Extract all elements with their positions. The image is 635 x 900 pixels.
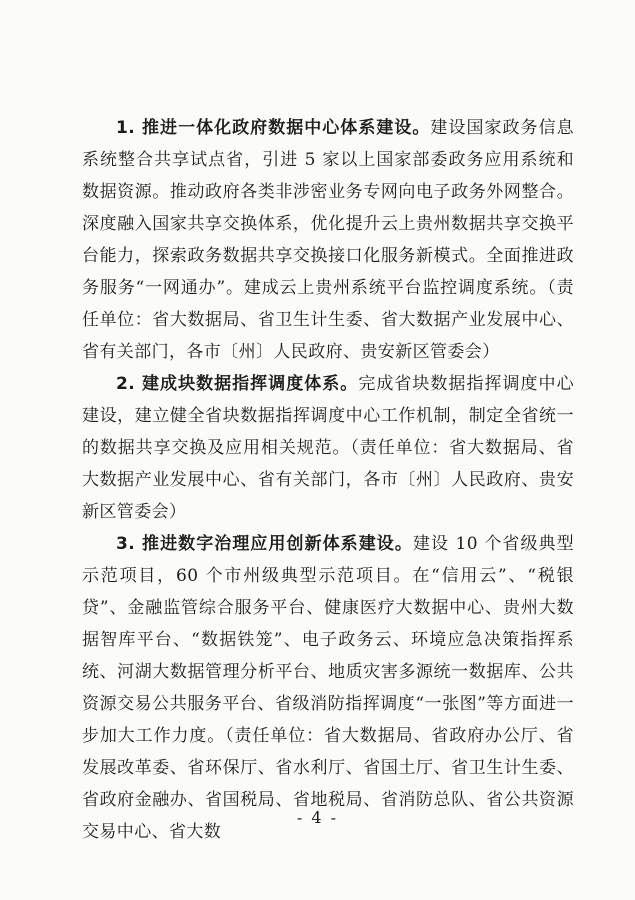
- paragraph-2-text: 完成省块数据指挥调度中心建设，建立健全省块数据指挥调度中心工作机制，制定全省统一的数据共享交换及应用相关规范。（责任单位：省大数据局、省大数据产业发展中心、省有关部门，各市〔州〕人民政府、贵安新区管委会）: [82, 374, 574, 522]
- paragraph-3-heading: 3. 推进数字治理应用创新体系建设。: [116, 534, 413, 554]
- paragraph-1-heading: 1. 推进一体化政府数据中心体系建设。: [116, 118, 431, 138]
- paragraph-1-text: 建设国家政务信息系统整合共享试点省，引进 5 家以上国家部委政务应用系统和数据资源。推动政府各类非涉密业务专网向电子政务外网整合。深度融入国家共享交换体系，优化提升云上贵州数据共享交换平台能力，探索政务数据共享交换接口化服务新模式。全面推进政务服务“一网通办”。建成云上贵州系统平台监控调度系统。（责任单位：省大数据局、省卫生计生委、省大数据产业发展中心、省有关部门，各市〔州〕人民政府、贵安新区管委会）: [82, 118, 574, 362]
- document-body: [82, 112, 574, 848]
- paragraph-1: [82, 112, 574, 368]
- paragraph-2-heading: 2. 建成块数据指挥调度体系。: [116, 374, 359, 394]
- paragraph-3-text: 建设 10 个省级典型示范项目，60 个市州级典型示范项目。在“信用云”、“税银贷”、金融监管综合服务平台、健康医疗大数据中心、贵州大数据智库平台、“数据铁笼”、电子政务云、环境应急决策指挥系统、河湖大数据管理分析平台、地质灾害多源统一数据库、公共资源交易公共服务平台、省级消防指挥调度“一张图”等方面进一步加大工作力度。（责任单位：省大数据局、省政府办公厅、省发展改革委、省环保厅、省水利厅、省国土厅、省卫生计生委、省政府金融办、省国税局、省地税局、省消防总队、省公共资源交易中心、省大数: [82, 534, 574, 842]
- paragraph-2: [82, 368, 574, 528]
- page-number: - 4 -: [296, 808, 339, 827]
- paragraph-3: [82, 528, 574, 848]
